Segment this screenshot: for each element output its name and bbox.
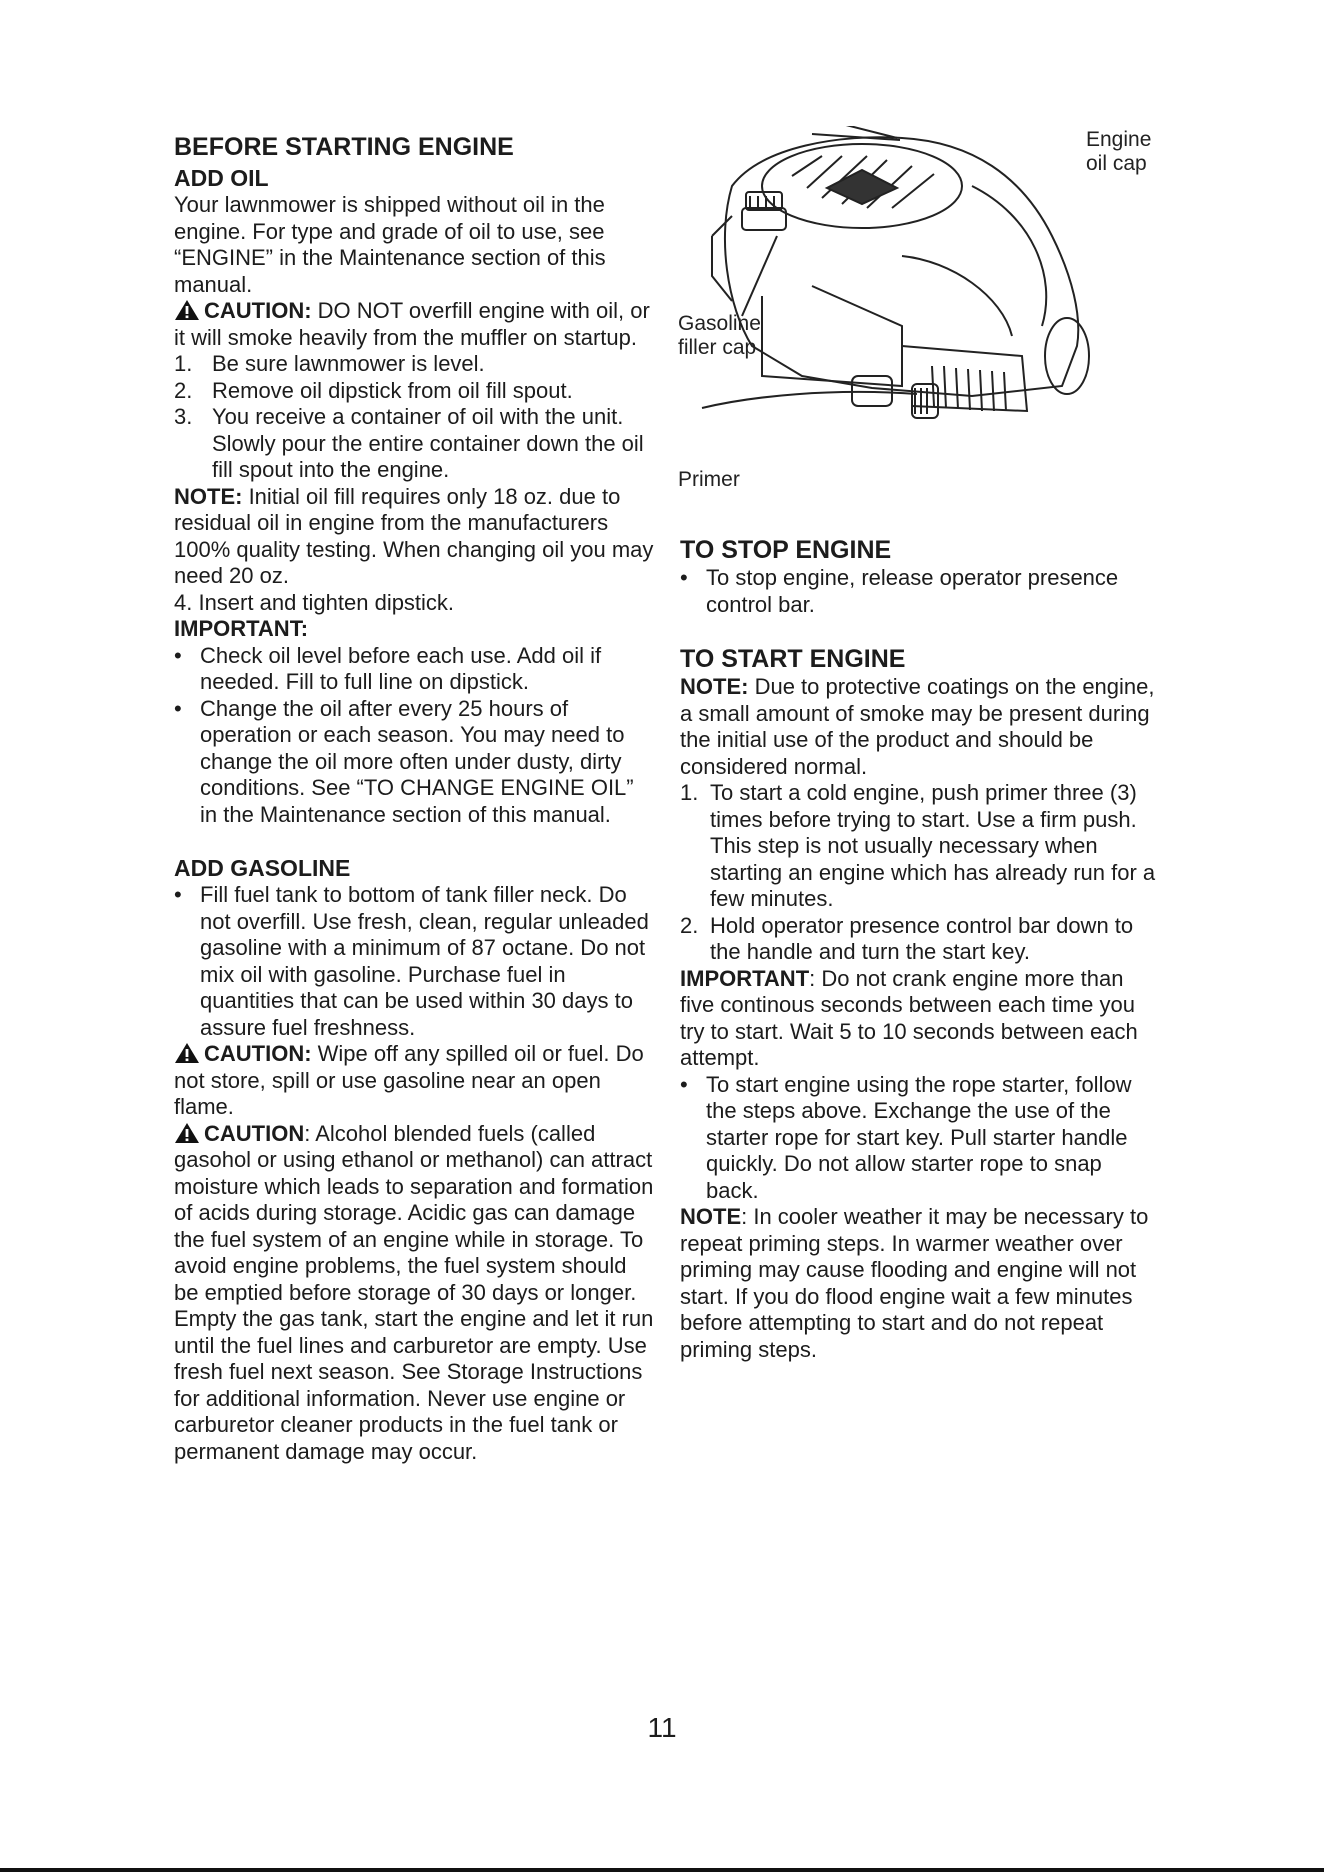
list-item: • Check oil level before each use. Add oil if needed. Fill to full line on dipstick. [174, 642, 602, 694]
alcohol-caution: CAUTION: Alcohol blended fuels (called gasohol or using ethanol or methanol) can attract moisture which leads to separation and formation of acids during storage. Acidic gas can damage the fuel system of an engine while in storage. To avoid engine problems, the fuel system should be emptied before storage of 30 days or longer. Empty the gas tank, start the engine and let it run until the fuel lines and carburetor are empty. Use fresh fuel next season. See Storage Instructions for additional information. Never use engine or carburetor cleaner products in the fuel tank or permanent damage may occur. [174, 1120, 654, 1464]
caution-text: DO NOT overfill engine with oil, or it will smoke heavily from the muffler on startup. [174, 298, 650, 350]
list-item: 2. Hold operator presence control bar down to the handle and turn the start key. [680, 912, 1134, 964]
right-column [680, 535, 1160, 1363]
list-item: 1. To start a cold engine, push primer three (3) times before trying to start. Use a firm push. This step is not usually necessary when starting an engine which has already run for a few minutes. [680, 780, 1156, 911]
stop-engine-heading: TO STOP ENGINE [680, 536, 892, 564]
warning-triangle-icon [174, 299, 200, 321]
add-oil-intro: Your lawnmower is shipped without oil in the engine. For type and grade of oil to use, see “ENGINE” in the Maintenance section of this manual. [174, 192, 606, 297]
important-label: IMPORTANT: [174, 616, 309, 641]
list-item: 2. Remove oil dipstick from oil fill spout. [174, 377, 573, 403]
warning-triangle-icon [174, 1122, 200, 1144]
list-item: • To stop engine, release operator presence control bar. [680, 565, 1119, 617]
warning-triangle-icon [174, 1042, 200, 1064]
engine-illustration [672, 126, 1172, 526]
engine-oil-cap-label: Engine oil cap [1086, 128, 1152, 175]
oil-note: NOTE: Initial oil fill requires only 18 oz. due to residual oil in engine from the manufacturers 100% quality testing. When changing oil you may need 20 oz. [174, 483, 654, 588]
left-column [174, 132, 654, 1465]
list-item: • Fill fuel tank to bottom of tank filler neck. Do not overfill. Use fresh, clean, regular unleaded gasoline with a minimum of 87 octane. Do not mix oil with gasoline. Purchase fuel in quantities that can be used within 30 days to assure fuel freshness. [174, 882, 649, 1040]
start-important: IMPORTANT: Do not crank engine more than five continous seconds between each time you try to start. Wait 5 to 10 seconds between each attempt. [680, 965, 1138, 1070]
page-number: 11 [647, 1712, 677, 1743]
list-item: 4. Insert and tighten dipstick. [174, 589, 455, 615]
list-item: • Change the oil after every 25 hours of operation or each season. You may need to change the oil more often under dusty, dirty conditions. See “TO CHANGE ENGINE OIL” in the Maintenance section of this manual. [174, 695, 634, 827]
gasoline-filler-cap-label: Gasoline filler cap [678, 312, 761, 359]
list-item: • To start engine using the rope starter, follow the steps above. Exchange the use of the starter rope for start key. Pull starter handle quickly. Do not allow starter rope to snap back. [680, 1071, 1132, 1203]
list-item: 3. You receive a container of oil with the unit. Slowly pour the entire container down the oil fill spout into the engine. [174, 404, 644, 482]
start-engine-heading: TO START ENGINE [680, 645, 906, 673]
section-title: BEFORE STARTING ENGINE [174, 133, 514, 161]
list-item: 1. Be sure lawnmower is level. [174, 351, 485, 376]
primer-label: Primer [678, 468, 740, 491]
oil-caution [174, 298, 654, 351]
caution-label: CAUTION: [204, 298, 312, 323]
add-gasoline-heading: ADD GASOLINE [174, 855, 351, 881]
fuel-caution: CAUTION: Wipe off any spilled oil or fuel. Do not store, spill or use gasoline near an open flame. [174, 1041, 644, 1119]
add-oil-heading: ADD OIL [174, 165, 269, 191]
start-note-2: NOTE: In cooler weather it may be necessary to repeat priming steps. In warmer weather over priming may cause flooding and engine will not start. If you do flood engine wait a few minutes before attempting to start and do not repeat priming steps. [680, 1204, 1149, 1362]
start-note: NOTE: Due to protective coatings on the engine, a small amount of smoke may be present during the initial use of the product and should be considered normal. [680, 674, 1155, 779]
bottom-rule [0, 1868, 1324, 1872]
